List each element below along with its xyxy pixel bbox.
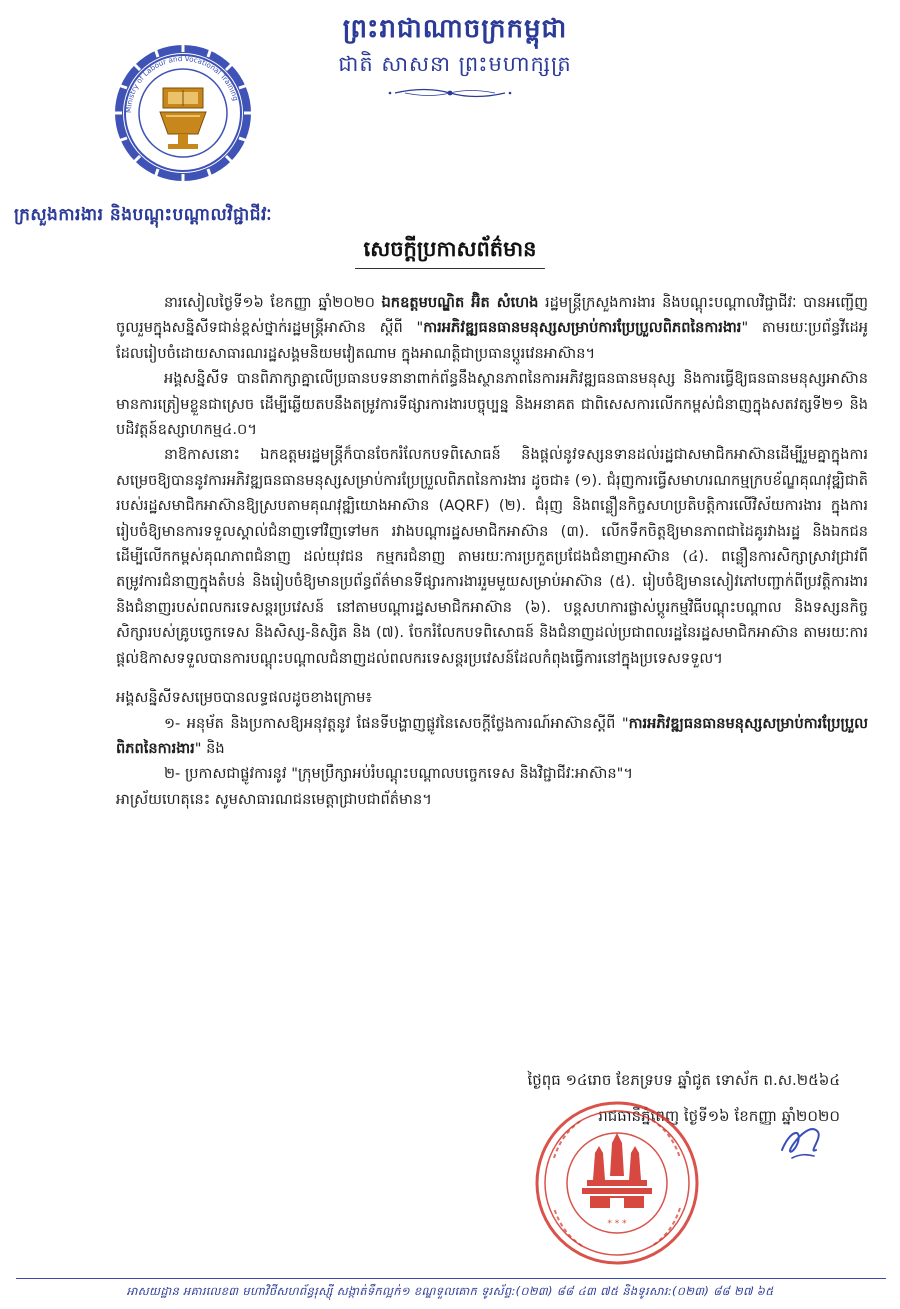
national-motto: ជាតិ សាសនា ព្រះមហាក្សត្រ [338, 52, 572, 76]
p1-text: " តាមរយៈប្រព័ន្ធវីដេអូ ដែលរៀបចំដោយសាធារណរដ្ឋសង្គមនិយមវៀតណាម ក្នុងអាណត្តិជាប្រធានប្តូរវេនអាស៊ាន។ [116, 319, 868, 362]
national-header [300, 10, 610, 108]
document-body [116, 290, 868, 812]
lunar-date: ថ្ងៃពុធ ១៤រោច ខែភទ្របទ ឆ្នាំជូត ទោស័ក ព.ស.២៥៦៤ [527, 1071, 840, 1089]
official-seal-icon [532, 1098, 702, 1268]
paragraph-3: នាឱកាសនោះ ឯកឧត្តមរដ្ឋមន្ត្រីក៏បានចែករំលែកបទពិសោធន៍ និងផ្តល់នូវទស្សនទានដល់រដ្ឋជាសមាជិកអាស៊ានដើម្បីរួមគ្នាក្នុងការសម្រេចឱ្យបាននូវការអភិវឌ្ឍធនធានមនុស្សសម្រាប់ការប្រែប្រួលពិភពនៃការងារ ដូចជា៖ (១). ជំរុញការធ្វើសមាហរណកម្មក្របខ័ណ្ឌគុណវុឌ្ឍិជាតិរបស់រដ្ឋសមាជិកអាស៊ានឱ្យស្របតាមគុណវុឌ្ឍិយោងអាស៊ាន (AQRF) (២). ជំរុញ និងពន្លឿនកិច្ចសហប្រតិបត្តិការលើវិស័យការងារ ក្នុងការរៀបចំឱ្យមានការទទួលស្គាល់ជំនាញទៅវិញទៅមក រវាងបណ្តារដ្ឋសមាជិកអាស៊ាន (៣). លើកទឹកចិត្តឱ្យមានភាពជាដៃគូរវាងរដ្ឋ និងឯកជន ដើម្បីលើកកម្ពស់គុណភាពជំនាញ ដល់យុវជន កម្មករជំនាញ តាមរយៈការប្រកួតប្រជែងជំនាញអាស៊ាន (៤). ពន្លឿនការសិក្សាស្រាវជ្រាវពីតម្រូវការជំនាញក្នុងតំបន់ និងរៀបចំឱ្យមានប្រព័ន្ធព័ត៌មានទីផ្សារការងាររួមមួយសម្រាប់អាស៊ាន (៥). រៀបចំឱ្យមានសៀវភៅបញ្ជាក់ពីប្រវត្តិការងារ និងជំនាញរបស់ពលករទេសន្តរប្រវេសន៍ នៅតាមបណ្តារដ្ឋសមាជិកអាស៊ាន (៦). បន្តសហការផ្លាស់ប្តូរកម្មវិធីបណ្តុះបណ្តាល និងទស្សនកិច្ចសិក្សារបស់គ្រូបច្ចេកទេស និងសិស្ស-និស្សិត និង (៧). ចែករំលែកបទពិសោធន៍ និងជំនាញដល់ប្រជាពលរដ្ឋនៃរដ្ឋសមាជិកអាស៊ាន តាមរយៈការផ្តល់ឱកាសទទួលបានការបណ្តុះបណ្តាលជំនាញដល់ពលករទេសន្តរប្រវេសន៍ដែលកំពុងធ្វើការនៅក្នុងប្រទេសទទួល។ [116, 446, 868, 667]
paragraph-2: អង្គសន្និសីទ បានពិភាក្សាគ្នាលើប្រធានបទនានាពាក់ព័ន្ធនឹងស្ថានភាពនៃការអភិវឌ្ឍធនធានមនុស្ស និងការធ្វើឱ្យធនធានមនុស្សអាស៊ានមានការត្រៀមខ្លួនជាស្រេច ដើម្បីឆ្លើយតបនឹងតម្រូវការទីផ្សារការងារបច្ចុប្បន្ន និងអនាគត ជាពិសេសការលើកកម្ពស់ជំនាញក្នុងសតវត្សទី២១ និងបដិវត្តន៍ឧស្សាហកម្ម៤.០។ [116, 370, 868, 439]
solar-date: រាជធានីភ្នំពេញ ថ្ងៃទី១៦ ខែកញ្ញា ឆ្នាំ២០២០ [598, 1107, 840, 1125]
ministry-logo-icon [108, 38, 258, 188]
paragraph-1 [116, 290, 868, 366]
paragraph-4: អង្គសន្និសីទសម្រេចបានលទ្ធផលដូចខាងក្រោម៖ [116, 689, 372, 707]
closing-line: អាស្រ័យហេតុនេះ សូមសាធារណជនមេត្តាជ្រាបជាព័ត៌មាន។ [116, 790, 432, 808]
title-underline [355, 268, 545, 269]
p1-text: រដ្ឋមន្ត្រីក្រសួងការងារ និងបណ្តុះបណ្តាលវិជ្ជាជីវៈ បានអញ្ជើញចូលរួមក្នុងសន្និសីទជាន់ខ្ពស់ថ្នាក់រដ្ឋមន្ត្រីអាស៊ាន ស្តីពី " [116, 294, 868, 337]
result-item-1 [116, 711, 868, 762]
footer-divider [16, 1278, 886, 1279]
signature-icon [772, 1110, 832, 1170]
kingdom-title: ព្រះរាជាណាចក្រកម្ពុជា [342, 14, 568, 44]
ministry-name: ក្រសួងការងារ និងបណ្តុះបណ្តាលវិជ្ជាជីវៈ [14, 205, 273, 225]
item1-theme: ការអភិវឌ្ឍធនធានមនុស្សសម្រាប់ការប្រែប្រួលពិភពនៃការងារ [116, 714, 868, 757]
item1-text: " និង [194, 739, 225, 757]
document-title: សេចក្តីប្រកាសព័ត៌មាន [363, 237, 537, 261]
ornament-divider-icon [300, 82, 610, 104]
result-item-2: ២- ប្រកាសជាផ្លូវការនូវ "ក្រុមប្រឹក្សាអប់រំបណ្តុះបណ្តាលបច្ចេកទេស និងវិជ្ជាជីវៈអាស៊ាន"។ [164, 765, 633, 783]
item1-text: ១- អនុម័ត និងប្រកាសឱ្យអនុវត្តនូវ ផែនទីបង្ហាញផ្លូវនៃសេចក្តីថ្លែងការណ៍អាស៊ានស្តីពី " [164, 714, 629, 732]
svg-text:* * *: * * * [607, 1219, 627, 1229]
footer-address: អាសយដ្ឋាន អគារលេខ៣ មហាវិថីសហព័ន្ធរុស្ស៊ី សង្កាត់ទឹកល្អក់១ ខណ្ឌទួលគោក ទូរស័ព្ទ:(០២៣) ៨៨ ៤៣ ៧៥ និងទូរសារ:(០២៣) ៨៨ ២៧ ៦៥ [126, 1284, 774, 1298]
conference-theme: ការអភិវឌ្ឍធនធានមនុស្សសម្រាប់ការប្រែប្រួលពិភពនៃការងារ [423, 319, 742, 337]
p1-text: នារសៀលថ្ងៃទី១៦ ខែកញ្ញា ឆ្នាំ២០២០ [164, 294, 382, 311]
minister-name: ឯកឧត្តមបណ្ឌិត អ៊ិត សំហេង [381, 294, 539, 311]
logo-ring-text: Ministry of Labour and Vocational Training [123, 53, 241, 114]
